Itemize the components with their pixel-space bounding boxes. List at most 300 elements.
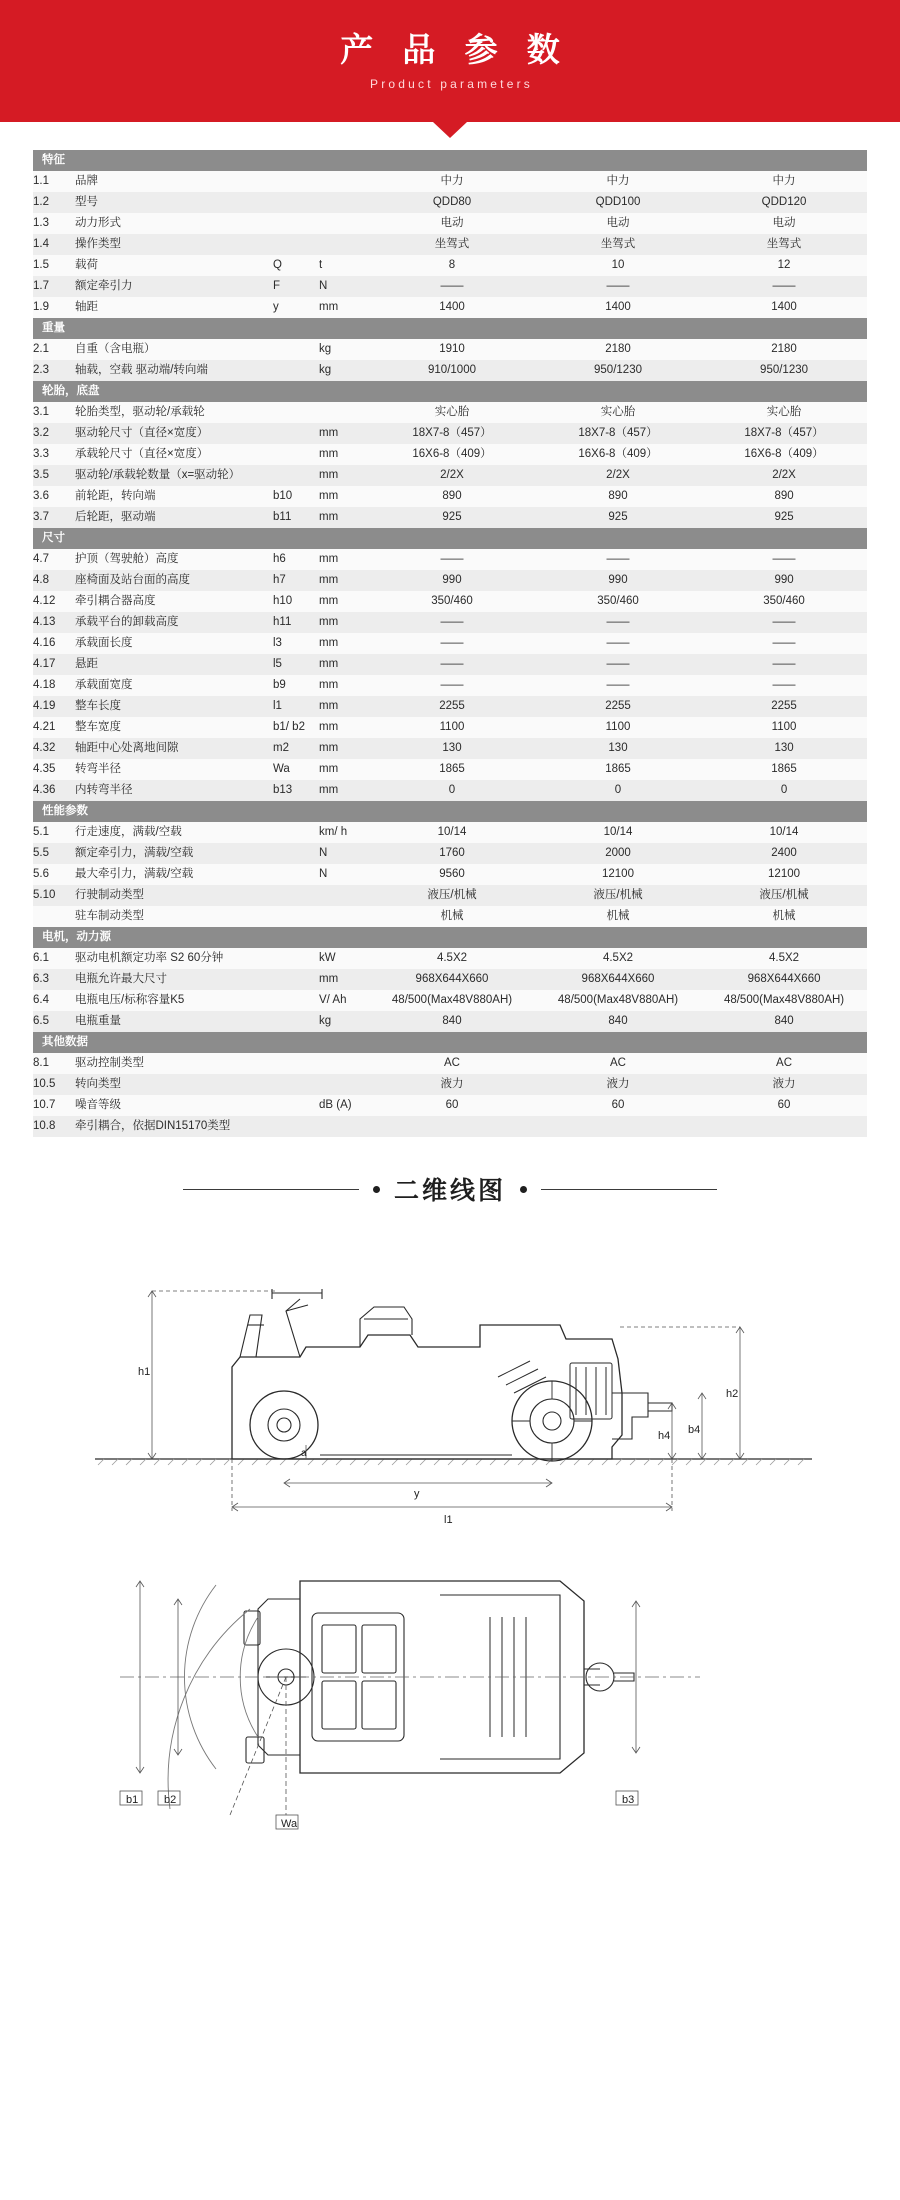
table-row (33, 654, 867, 675)
row-number: 2.1 (33, 339, 75, 360)
row-value-col3: —— (701, 276, 867, 297)
row-symbol: m2 (273, 738, 319, 759)
table-row (33, 549, 867, 570)
row-label: 驱动轮/承载轮数量（x=驱动轮） (75, 465, 273, 486)
row-value-col2 (535, 1116, 701, 1137)
banner-content (0, 0, 900, 122)
row-symbol: h10 (273, 591, 319, 612)
table-row (33, 423, 867, 444)
row-value-col2: 0 (535, 780, 701, 801)
dim-label-l1: l1 (444, 1514, 453, 1526)
row-unit: mm (319, 969, 369, 990)
row-value-col1: 990 (369, 570, 535, 591)
dim-label-b4: b4 (688, 1424, 701, 1436)
table-row (33, 297, 867, 318)
row-number: 4.16 (33, 633, 75, 654)
row-number: 4.19 (33, 696, 75, 717)
row-symbol (273, 171, 319, 192)
row-value-col3: 1865 (701, 759, 867, 780)
row-unit (319, 885, 369, 906)
row-symbol (273, 213, 319, 234)
row-value-col1: —— (369, 675, 535, 696)
dim-label-wa: Wa (281, 1818, 298, 1830)
row-value-col2: 890 (535, 486, 701, 507)
spec-section-title: 重量 (33, 318, 867, 339)
row-symbol (273, 864, 319, 885)
row-unit: mm (319, 549, 369, 570)
dim-label-a: a (301, 1448, 307, 1459)
row-value-col2: 18X7-8（457） (535, 423, 701, 444)
row-value-col1: 液力 (369, 1074, 535, 1095)
row-unit: mm (319, 297, 369, 318)
row-label: 转弯半径 (75, 759, 273, 780)
row-value-col2: 990 (535, 570, 701, 591)
table-row (33, 360, 867, 381)
row-value-col2: 350/460 (535, 591, 701, 612)
row-number: 1.2 (33, 192, 75, 213)
row-value-col2: 12100 (535, 864, 701, 885)
row-unit: N (319, 864, 369, 885)
row-value-col3: 1400 (701, 297, 867, 318)
page-title: 产 品 参 数 (340, 31, 570, 69)
row-symbol (273, 885, 319, 906)
row-value-col2: 130 (535, 738, 701, 759)
row-symbol (273, 1053, 319, 1074)
spec-section-header (33, 1032, 867, 1053)
row-number (33, 906, 75, 927)
row-label: 驱动轮尺寸（直径×宽度） (75, 423, 273, 444)
row-label: 品牌 (75, 171, 273, 192)
row-value-col3: 中力 (701, 171, 867, 192)
row-unit (319, 234, 369, 255)
row-symbol: Wa (273, 759, 319, 780)
row-symbol (273, 969, 319, 990)
row-number: 4.8 (33, 570, 75, 591)
row-unit: mm (319, 738, 369, 759)
row-label: 动力形式 (75, 213, 273, 234)
row-value-col1: 4.5X2 (369, 948, 535, 969)
row-number: 3.6 (33, 486, 75, 507)
row-value-col2: 1100 (535, 717, 701, 738)
row-symbol: y (273, 297, 319, 318)
row-value-col2: 1865 (535, 759, 701, 780)
row-value-col3: —— (701, 675, 867, 696)
row-symbol (273, 990, 319, 1011)
row-value-col3: 12 (701, 255, 867, 276)
row-unit (319, 213, 369, 234)
row-value-col1: 10/14 (369, 822, 535, 843)
row-value-col1: 16X6-8（409） (369, 444, 535, 465)
row-value-col1: —— (369, 276, 535, 297)
row-symbol: b11 (273, 507, 319, 528)
row-label: 额定牵引力，满载/空载 (75, 843, 273, 864)
row-symbol (273, 402, 319, 423)
row-unit: N (319, 843, 369, 864)
row-value-col3: —— (701, 654, 867, 675)
row-value-col1: —— (369, 654, 535, 675)
row-value-col2: 2180 (535, 339, 701, 360)
row-unit: km/ h (319, 822, 369, 843)
table-row (33, 192, 867, 213)
table-row (33, 843, 867, 864)
table-row (33, 1053, 867, 1074)
row-symbol: b1/ b2 (273, 717, 319, 738)
row-number: 4.17 (33, 654, 75, 675)
row-label: 护顶（驾驶舱）高度 (75, 549, 273, 570)
row-value-col3: 4.5X2 (701, 948, 867, 969)
row-value-col2: —— (535, 549, 701, 570)
row-unit (319, 1116, 369, 1137)
row-value-col3: 实心胎 (701, 402, 867, 423)
row-label: 承载面长度 (75, 633, 273, 654)
row-number: 10.7 (33, 1095, 75, 1116)
table-row (33, 507, 867, 528)
row-value-col3: 840 (701, 1011, 867, 1032)
row-number: 10.8 (33, 1116, 75, 1137)
row-value-col1: 8 (369, 255, 535, 276)
top-view-drawing (0, 1547, 900, 1847)
row-value-col3: 液压/机械 (701, 885, 867, 906)
row-value-col2: 925 (535, 507, 701, 528)
row-value-col2: 10/14 (535, 822, 701, 843)
row-value-col1: 60 (369, 1095, 535, 1116)
row-value-col2: 840 (535, 1011, 701, 1032)
row-value-col1: 1865 (369, 759, 535, 780)
row-number: 4.12 (33, 591, 75, 612)
row-number: 1.1 (33, 171, 75, 192)
row-value-col1: 中力 (369, 171, 535, 192)
row-label: 驻车制动类型 (75, 906, 273, 927)
table-row (33, 486, 867, 507)
row-symbol (273, 1074, 319, 1095)
table-row (33, 759, 867, 780)
row-number: 6.5 (33, 1011, 75, 1032)
spec-section-title: 特征 (33, 150, 867, 171)
row-unit: mm (319, 696, 369, 717)
row-value-col2: 1400 (535, 297, 701, 318)
row-label: 额定牵引力 (75, 276, 273, 297)
table-row (33, 1011, 867, 1032)
row-number: 3.7 (33, 507, 75, 528)
spec-section-header (33, 318, 867, 339)
row-label: 操作类型 (75, 234, 273, 255)
row-value-col3: 60 (701, 1095, 867, 1116)
table-row (33, 444, 867, 465)
row-value-col1: 坐驾式 (369, 234, 535, 255)
row-number: 4.21 (33, 717, 75, 738)
row-symbol (273, 234, 319, 255)
spec-section-header (33, 528, 867, 549)
row-value-col1: 液压/机械 (369, 885, 535, 906)
row-symbol (273, 192, 319, 213)
row-value-col3: —— (701, 612, 867, 633)
spec-table (33, 150, 867, 1137)
row-number: 6.3 (33, 969, 75, 990)
row-unit: mm (319, 717, 369, 738)
row-value-col1: 2255 (369, 696, 535, 717)
row-value-col2: QDD100 (535, 192, 701, 213)
dim-label-b2: b2 (164, 1794, 177, 1806)
row-symbol (273, 1011, 319, 1032)
row-value-col3: 12100 (701, 864, 867, 885)
row-value-col1: 1910 (369, 339, 535, 360)
table-row (33, 465, 867, 486)
row-value-col2: 2255 (535, 696, 701, 717)
row-value-col3 (701, 1116, 867, 1137)
row-label: 轴载，空载 驱动端/转向端 (75, 360, 273, 381)
row-label: 转向类型 (75, 1074, 273, 1095)
row-value-col2: —— (535, 276, 701, 297)
row-unit: N (319, 276, 369, 297)
dim-label-h2: h2 (726, 1388, 739, 1400)
row-value-col1: 0 (369, 780, 535, 801)
row-symbol (273, 822, 319, 843)
row-value-col2: 坐驾式 (535, 234, 701, 255)
row-value-col3: 0 (701, 780, 867, 801)
row-unit: mm (319, 423, 369, 444)
page-banner (0, 0, 900, 122)
row-label: 电瓶允许最大尺寸 (75, 969, 273, 990)
row-unit: mm (319, 591, 369, 612)
row-value-col3: 2180 (701, 339, 867, 360)
spec-section-title: 轮胎，底盘 (33, 381, 867, 402)
table-row (33, 675, 867, 696)
row-number: 5.6 (33, 864, 75, 885)
row-label: 轴距 (75, 297, 273, 318)
spec-section-header (33, 927, 867, 948)
row-number: 6.4 (33, 990, 75, 1011)
row-value-col2: AC (535, 1053, 701, 1074)
row-number: 4.35 (33, 759, 75, 780)
dim-label-h1: h1 (138, 1366, 151, 1378)
title-dot-left (373, 1186, 380, 1193)
table-row (33, 1116, 867, 1137)
row-number: 3.2 (33, 423, 75, 444)
row-value-col3: 350/460 (701, 591, 867, 612)
row-symbol: l5 (273, 654, 319, 675)
row-value-col1: 1400 (369, 297, 535, 318)
table-row (33, 402, 867, 423)
row-value-col1: —— (369, 612, 535, 633)
row-value-col3: 坐驾式 (701, 234, 867, 255)
row-number: 1.5 (33, 255, 75, 276)
drawing-section-title (0, 1171, 900, 1207)
row-value-col3: 950/1230 (701, 360, 867, 381)
table-row (33, 276, 867, 297)
row-label: 牵引耦合，依据DIN15170类型 (75, 1116, 273, 1137)
row-value-col3: 990 (701, 570, 867, 591)
row-value-col3: 2400 (701, 843, 867, 864)
row-value-col3: 10/14 (701, 822, 867, 843)
row-label: 前轮距，转向端 (75, 486, 273, 507)
table-row (33, 885, 867, 906)
row-number: 5.10 (33, 885, 75, 906)
row-number: 5.1 (33, 822, 75, 843)
table-row (33, 255, 867, 276)
row-label: 电瓶重量 (75, 1011, 273, 1032)
row-number: 4.32 (33, 738, 75, 759)
row-value-col2: 2000 (535, 843, 701, 864)
row-unit: mm (319, 570, 369, 591)
table-row (33, 822, 867, 843)
row-value-col2: —— (535, 654, 701, 675)
row-symbol (273, 948, 319, 969)
row-value-col1 (369, 1116, 535, 1137)
row-value-col3: 925 (701, 507, 867, 528)
row-value-col2: 10 (535, 255, 701, 276)
row-value-col1: 840 (369, 1011, 535, 1032)
row-value-col2: 2/2X (535, 465, 701, 486)
row-value-col1: 130 (369, 738, 535, 759)
row-value-col1: 9560 (369, 864, 535, 885)
row-unit (319, 192, 369, 213)
spec-section-title: 尺寸 (33, 528, 867, 549)
row-value-col3: AC (701, 1053, 867, 1074)
spec-section-title: 其他数据 (33, 1032, 867, 1053)
spec-table-wrapper (0, 122, 900, 1137)
row-label: 自重（含电瓶） (75, 339, 273, 360)
row-symbol (273, 906, 319, 927)
row-value-col3: —— (701, 633, 867, 654)
row-unit (319, 1074, 369, 1095)
row-symbol (273, 1095, 319, 1116)
row-label: 行走速度，满载/空载 (75, 822, 273, 843)
row-value-col2: 中力 (535, 171, 701, 192)
row-unit: mm (319, 507, 369, 528)
row-symbol: h7 (273, 570, 319, 591)
row-unit: V/ Ah (319, 990, 369, 1011)
table-row (33, 171, 867, 192)
spec-section-title: 电机，动力源 (33, 927, 867, 948)
title-rule-right (541, 1189, 717, 1190)
table-row (33, 948, 867, 969)
row-label: 行驶制动类型 (75, 885, 273, 906)
table-row (33, 612, 867, 633)
row-value-col3: 机械 (701, 906, 867, 927)
spec-section-header (33, 150, 867, 171)
row-value-col1: 890 (369, 486, 535, 507)
row-label: 最大牵引力，满载/空载 (75, 864, 273, 885)
row-value-col1: 968X644X660 (369, 969, 535, 990)
row-symbol (273, 423, 319, 444)
row-unit: t (319, 255, 369, 276)
row-value-col1: AC (369, 1053, 535, 1074)
row-number: 8.1 (33, 1053, 75, 1074)
table-row (33, 696, 867, 717)
row-unit: mm (319, 780, 369, 801)
row-value-col1: 925 (369, 507, 535, 528)
row-value-col1: 48/500(Max48V880AH) (369, 990, 535, 1011)
row-unit: mm (319, 612, 369, 633)
row-unit: mm (319, 675, 369, 696)
row-number: 10.5 (33, 1074, 75, 1095)
row-label: 驱动控制类型 (75, 1053, 273, 1074)
table-row (33, 570, 867, 591)
row-unit: mm (319, 633, 369, 654)
row-unit (319, 171, 369, 192)
row-label: 电瓶电压/标称容量K5 (75, 990, 273, 1011)
row-value-col2: —— (535, 612, 701, 633)
spec-section-title: 性能参数 (33, 801, 867, 822)
table-row (33, 1095, 867, 1116)
table-row (33, 591, 867, 612)
row-value-col1: 机械 (369, 906, 535, 927)
row-symbol: F (273, 276, 319, 297)
row-number: 4.13 (33, 612, 75, 633)
row-symbol: b13 (273, 780, 319, 801)
table-row (33, 864, 867, 885)
table-row (33, 738, 867, 759)
row-value-col3: 968X644X660 (701, 969, 867, 990)
row-unit: mm (319, 654, 369, 675)
row-number: 5.5 (33, 843, 75, 864)
side-view-drawing (0, 1207, 900, 1547)
row-value-col1: —— (369, 633, 535, 654)
row-symbol (273, 1116, 319, 1137)
dim-label-y: y (414, 1488, 420, 1500)
row-number: 4.36 (33, 780, 75, 801)
row-number: 3.3 (33, 444, 75, 465)
row-unit: dB (A) (319, 1095, 369, 1116)
banner-notch-triangle (433, 122, 467, 138)
row-symbol (273, 339, 319, 360)
row-symbol: h6 (273, 549, 319, 570)
row-number: 1.9 (33, 297, 75, 318)
row-value-col2: 液力 (535, 1074, 701, 1095)
spec-section-header (33, 381, 867, 402)
row-unit (319, 906, 369, 927)
row-value-col2: 48/500(Max48V880AH) (535, 990, 701, 1011)
row-unit: kg (319, 1011, 369, 1032)
table-row (33, 717, 867, 738)
row-symbol: b10 (273, 486, 319, 507)
row-label: 承载平台的卸载高度 (75, 612, 273, 633)
row-label: 承载轮尺寸（直径×宽度） (75, 444, 273, 465)
table-row (33, 213, 867, 234)
drawing-title-text: 二维线图 (393, 1177, 506, 1205)
page-subtitle: Product parameters (370, 76, 533, 91)
row-value-col1: 910/1000 (369, 360, 535, 381)
row-value-col1: 1760 (369, 843, 535, 864)
row-value-col1: 实心胎 (369, 402, 535, 423)
row-unit: mm (319, 486, 369, 507)
row-value-col2: —— (535, 675, 701, 696)
row-label: 牵引耦合器高度 (75, 591, 273, 612)
row-unit: mm (319, 465, 369, 486)
row-unit: mm (319, 444, 369, 465)
row-label: 座椅面及站台面的高度 (75, 570, 273, 591)
row-number: 1.4 (33, 234, 75, 255)
row-symbol: l1 (273, 696, 319, 717)
row-number: 1.3 (33, 213, 75, 234)
row-label: 驱动电机额定功率 S2 60分钟 (75, 948, 273, 969)
row-label: 悬距 (75, 654, 273, 675)
row-value-col1: QDD80 (369, 192, 535, 213)
row-symbol (273, 465, 319, 486)
row-value-col3: 2255 (701, 696, 867, 717)
table-row (33, 633, 867, 654)
row-value-col3: QDD120 (701, 192, 867, 213)
row-symbol (273, 360, 319, 381)
row-label: 噪音等级 (75, 1095, 273, 1116)
row-value-col2: 60 (535, 1095, 701, 1116)
row-value-col2: 电动 (535, 213, 701, 234)
row-value-col3: 2/2X (701, 465, 867, 486)
table-row (33, 906, 867, 927)
row-value-col1: 1100 (369, 717, 535, 738)
row-label: 整车宽度 (75, 717, 273, 738)
row-number: 1.7 (33, 276, 75, 297)
